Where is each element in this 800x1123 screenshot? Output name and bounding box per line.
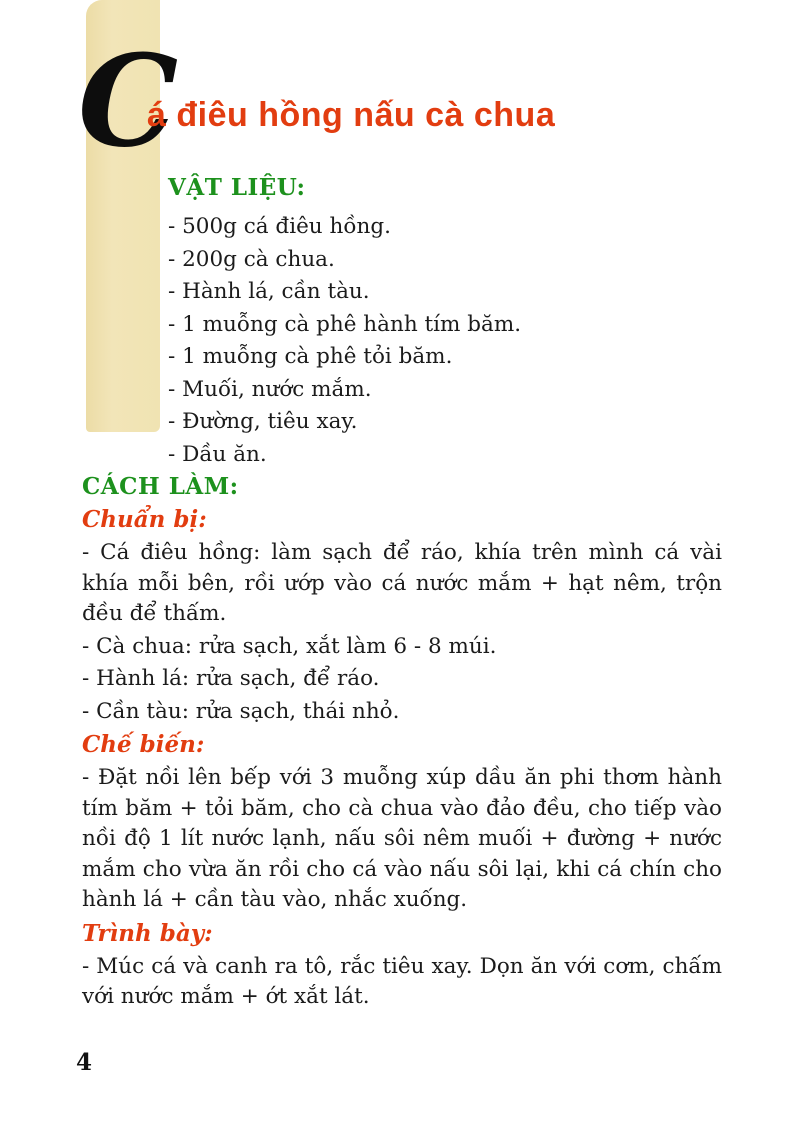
method-paragraph: - Hành lá: rửa sạch, để ráo. — [82, 666, 380, 691]
ingredients-section — [168, 174, 648, 471]
title-dropcap: C — [78, 27, 179, 175]
subsection-heading: Chế biến: — [82, 731, 205, 758]
ingredient-item: - 200g cà chua. — [168, 246, 335, 272]
method-subsection-cooking — [82, 729, 722, 916]
ingredient-item: - Hành lá, cần tàu. — [168, 279, 370, 304]
page-number: 4 — [76, 1049, 93, 1076]
method-subsection-preparation — [82, 504, 722, 727]
ingredient-item: - 500g cá điêu hồng. — [168, 214, 391, 239]
subsection-heading: Chuẩn bị: — [82, 506, 207, 533]
method-paragraph: - Đặt nồi lên bếp với 3 muỗng xúp dầu ăn phi thơm hành tím băm + tỏi băm, cho cà chua vào đảo đều, cho tiếp vào nồi độ 1 lít nước lạnh, nấu sôi nêm muối + đường + nước mắm cho vừa ăn rồi cho cá vào nấu sôi lại, khi cá chín cho hành lá + cần tàu vào, nhắc xuống. — [82, 765, 722, 912]
method-paragraph: - Cá điêu hồng: làm sạch để ráo, khía trên mình cá vài khía mỗi bên, rồi ướp vào cá nước mắm + hạt nêm, trộn đều để thấm. — [82, 540, 722, 626]
method-paragraph: - Cà chua: rửa sạch, xắt làm 6 - 8 múi. — [82, 633, 497, 659]
ingredient-item: - Đường, tiêu xay. — [168, 409, 358, 434]
method-paragraph: - Cần tàu: rửa sạch, thái nhỏ. — [82, 698, 400, 724]
recipe-title: á điêu hồng nấu cà chua — [147, 96, 556, 134]
method-heading: CÁCH LÀM: — [82, 473, 239, 500]
ingredient-item: - Dầu ăn. — [168, 441, 267, 467]
ingredient-item: - 1 muỗng cà phê hành tím băm. — [168, 311, 522, 337]
ingredient-item: - Muối, nước mắm. — [168, 376, 372, 402]
method-paragraph: - Múc cá và canh ra tô, rắc tiêu xay. Dọn ăn với cơm, chấm với nước mắm + ớt xắt lát. — [82, 953, 722, 1009]
method-section — [82, 473, 722, 1015]
subsection-heading: Trình bày: — [82, 919, 213, 947]
method-subsection-serving — [82, 918, 722, 1013]
ingredients-heading: VẬT LIỆU: — [168, 174, 306, 201]
ingredient-item: - 1 muỗng cà phê tỏi băm. — [168, 344, 453, 369]
